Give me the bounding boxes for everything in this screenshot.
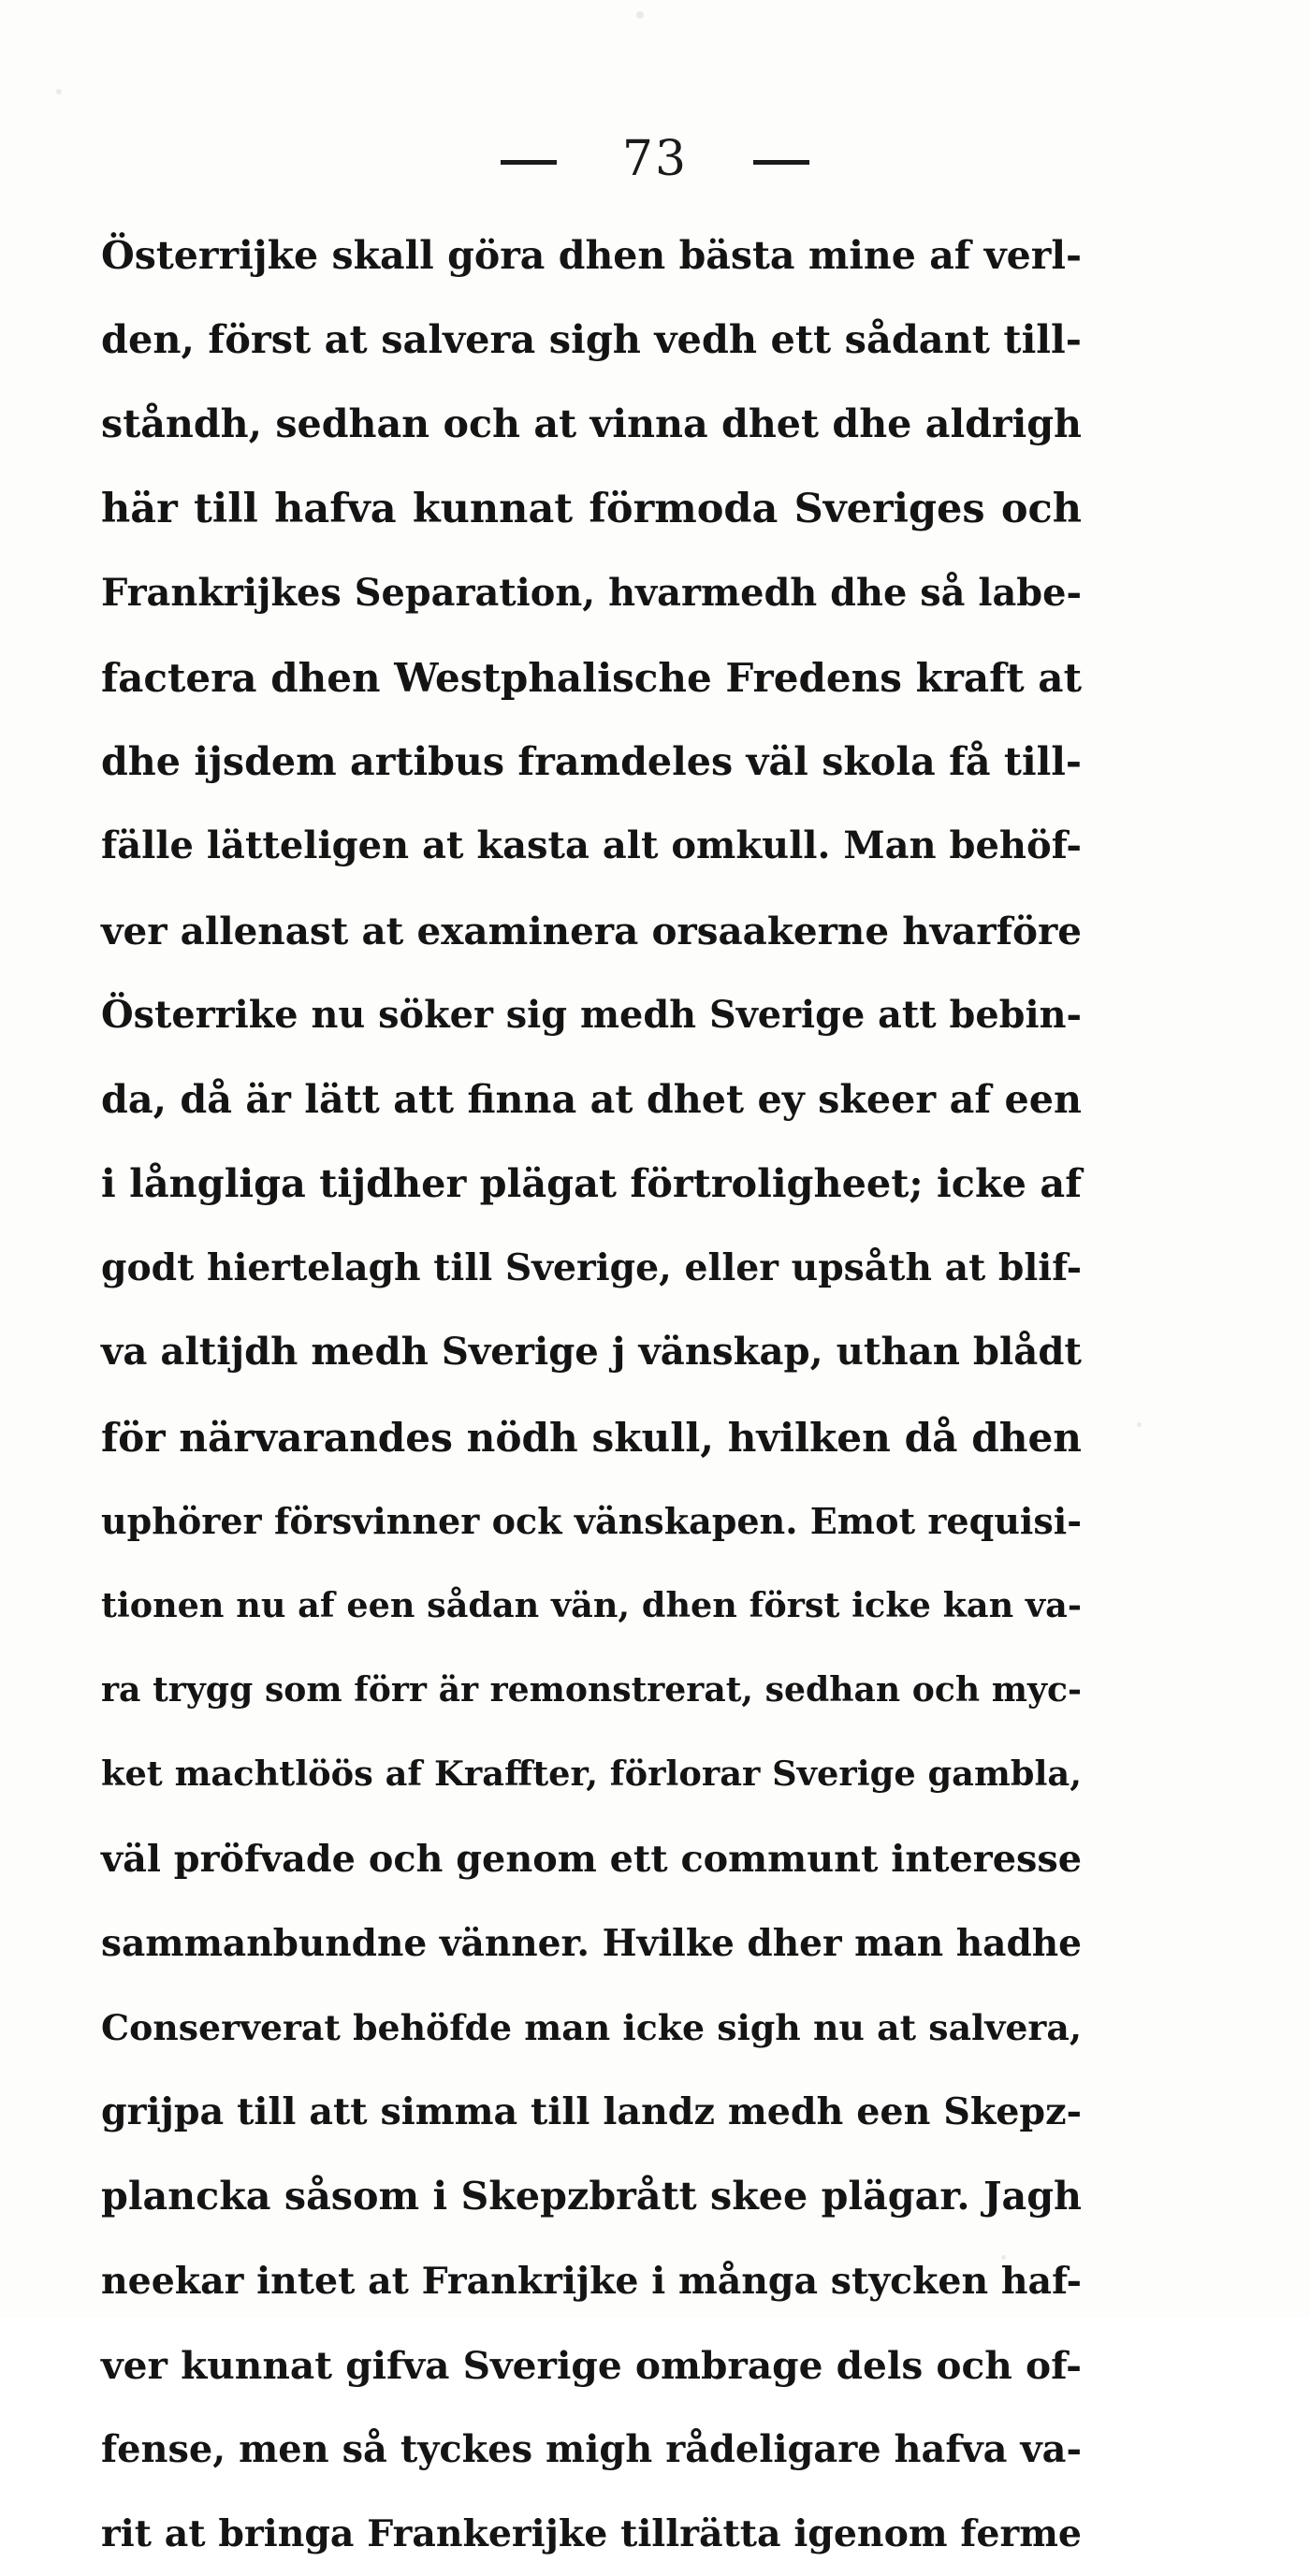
text-line: grijpa till att simma till landz medh een Skepz- <box>101 2090 1082 2134</box>
text-line: sammanbundne vänner. Hvilke dher man hadhe <box>101 1921 1082 1965</box>
text-line: ver kunnat gifva Sverige ombrage dels och of- <box>101 2342 1083 2388</box>
text-line: uphörer försvinner ock vänskapen. Emot requisi- <box>101 1499 1082 1542</box>
text-line: tionen nu af een sådan vän, dhen först icke kan va- <box>101 1585 1082 1625</box>
text-line: Österrijke skall göra dhen bästa mine af verl- <box>101 232 1082 278</box>
text-line: för närvarandes nödh skull, hvilken då dhen <box>101 1413 1082 1461</box>
page-speck <box>1137 1422 1142 1427</box>
text-line: fälle lätteligen at kasta alt omkull. Man behöf- <box>101 823 1082 868</box>
body-text <box>101 213 1082 2576</box>
text-line: rit at bringa Frankerijke tillrätta igenom ferme <box>101 2512 1082 2556</box>
text-line: ra trygg som förr är remonstrerat, sedhan och myc- <box>101 1669 1082 1710</box>
header-dash-left <box>501 160 557 165</box>
text-line: i långliga tijdher plägat förtroligheet; icke af <box>101 1160 1082 1207</box>
text-line: godt hiertelagh till Sverige, eller upsåth at blif- <box>101 1246 1082 1290</box>
text-line: factera dhen Westphalische Fredens kraft at <box>101 653 1082 701</box>
text-line: da, då är lätt att finna at dhet ey skeer af een <box>101 1075 1082 1122</box>
text-line: va altijdh medh Sverige j vänskap, uthan blådt <box>101 1330 1082 1375</box>
text-line: Conserverat behöfde man icke sigh nu at salvera, <box>101 2006 1082 2048</box>
text-line: ket machtlöös af Kraffter, förlorar Sverige gambla, <box>101 1754 1082 1795</box>
text-line: dhe ijsdem artibus framdeles väl skola få till- <box>101 738 1082 785</box>
page-header <box>0 131 1310 187</box>
text-line: den, först at salvera sigh vedh ett sådant till- <box>101 316 1082 363</box>
page-speck <box>636 11 644 19</box>
text-line: Frankrijkes Separation, hvarmedh dhe så labe- <box>101 571 1082 615</box>
text-line: väl pröfvade och genom ett communt interesse <box>101 1837 1082 1881</box>
header-dash-right <box>753 160 809 165</box>
text-line: här till hafva kunnat förmoda Sveriges och <box>101 485 1082 532</box>
text-line: neekar intet at Frankrijke i många stycken haf- <box>101 2259 1082 2303</box>
text-line: plancka såsom i Skepzbrått skee plägar. Jagh <box>101 2173 1082 2219</box>
text-line: ver allenast at examinera orsaakerne hvarföre <box>101 908 1082 953</box>
page-number: 73 <box>621 131 689 187</box>
text-line: fense, men så tyckes migh rådeligare hafva va- <box>101 2427 1082 2471</box>
page-speck <box>56 89 62 95</box>
text-line: Österrike nu söker sig medh Sverige att bebin- <box>101 993 1082 1037</box>
text-line: ståndh, sedhan och at vinna dhet dhe aldrigh <box>101 400 1082 447</box>
